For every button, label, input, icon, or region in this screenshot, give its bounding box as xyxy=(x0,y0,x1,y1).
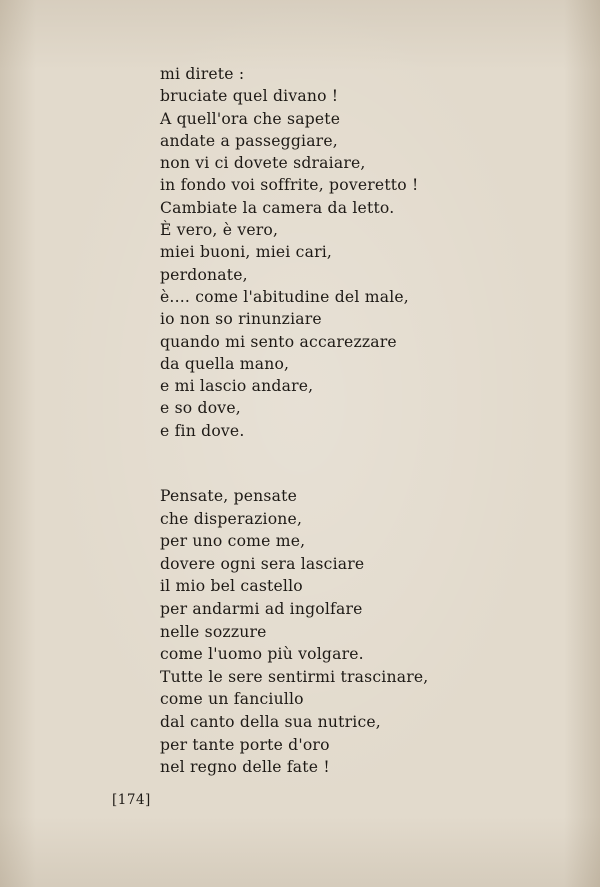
page-number: [174] xyxy=(112,792,151,808)
verse-line: quando mi sento accarezzare xyxy=(160,332,397,351)
verse-line: è.... come l'abitudine del male, xyxy=(160,287,409,306)
verse-line: e fin dove. xyxy=(160,421,245,440)
verse-line: da quella mano, xyxy=(160,354,290,373)
verse-line: non vi ci dovete sdraiare, xyxy=(160,154,366,173)
verse-line: io non so rinunziare xyxy=(160,310,322,329)
verse-line: dal canto della sua nutrice, xyxy=(160,712,381,731)
poem-stanza-2 xyxy=(160,485,428,779)
verse-line: Pensate, pensate xyxy=(160,487,298,505)
verse-line: il mio bel castello xyxy=(160,577,303,596)
verse-line: È vero, è vero, xyxy=(160,221,279,240)
verse-line: per tante porte d'oro xyxy=(160,735,330,754)
verse-line: nelle sozzure xyxy=(160,622,267,641)
verse-line: Tutte le sere sentirmi trascinare, xyxy=(160,667,429,686)
verse-line: Cambiate la camera da letto. xyxy=(160,198,395,217)
verse-line: mi direte : xyxy=(160,65,245,83)
verse-line: e mi lascio andare, xyxy=(160,377,314,396)
verse-line: per uno come me, xyxy=(160,532,306,551)
verse-line: come l'uomo più volgare. xyxy=(160,645,364,664)
verse-line: che disperazione, xyxy=(160,509,303,528)
verse-line: dovere ogni sera lasciare xyxy=(160,554,365,573)
verse-line: come un fanciullo xyxy=(160,690,304,709)
verse-line: miei buoni, miei cari, xyxy=(160,243,333,262)
verse-line: nel regno delle fate ! xyxy=(160,758,330,777)
poem-stanza-1 xyxy=(160,63,418,442)
verse-line: bruciate quel divano ! xyxy=(160,87,339,106)
verse-line: andate a passeggiare, xyxy=(160,131,338,150)
verse-line: per andarmi ad ingolfare xyxy=(160,599,363,618)
verse-line: A quell'ora che sapete xyxy=(160,109,341,128)
verse-line: perdonate, xyxy=(160,265,248,284)
verse-line: e so dove, xyxy=(160,399,241,418)
verse-line: in fondo voi soffrite, poveretto ! xyxy=(160,176,419,195)
